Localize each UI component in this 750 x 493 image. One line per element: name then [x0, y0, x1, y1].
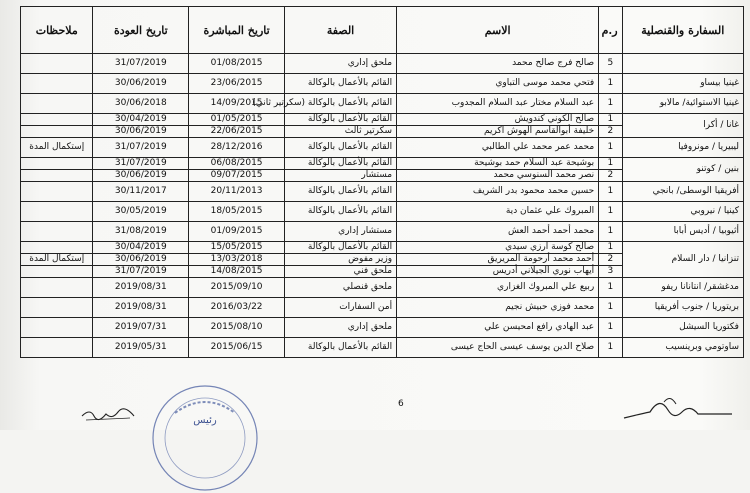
start-date-cell: 23/06/2015: [189, 74, 285, 94]
start-date-cell: 01/08/2015: [189, 54, 285, 74]
name-cell: صالح فرج صالح محمد: [397, 54, 599, 74]
notes-cell: [21, 94, 93, 114]
row-number-cell: 1: [599, 222, 622, 242]
row-number-cell: 1: [599, 318, 622, 338]
row-number-cell: 1: [599, 278, 622, 298]
role-cell: أمن السفارات: [284, 298, 396, 318]
table-row: [21, 182, 744, 202]
start-date-cell: 01/09/2015: [189, 222, 285, 242]
row-number-cell: 1: [599, 158, 622, 170]
return-date-cell: 30/06/2019: [93, 74, 189, 94]
row-number-cell: 1: [599, 182, 622, 202]
header-role: الصفة: [284, 7, 396, 54]
notes-cell: إستكمال المدة: [21, 254, 93, 266]
return-date-cell: 31/07/2019: [93, 138, 189, 158]
name-cell: محمد فوزي حبيش نجيم: [397, 298, 599, 318]
start-date-cell: 14/08/2015: [189, 266, 285, 278]
start-date-cell: 22/06/2015: [189, 126, 285, 138]
role-cell: ملحق إداري: [284, 54, 396, 74]
country-cell: ليبيريا / مونروفيا: [622, 138, 743, 158]
return-date-cell: 2019/08/31: [93, 298, 189, 318]
notes-cell: [21, 158, 93, 170]
table-row: [21, 54, 744, 74]
name-cell: محمد أحمد أحمد العش: [397, 222, 599, 242]
country-cell: [622, 54, 743, 74]
role-cell: القائم بالأعمال بالوكالة (سكرتير ثاني): [284, 94, 396, 114]
notes-cell: [21, 182, 93, 202]
table-row: [21, 138, 744, 158]
role-cell: القائم بالأعمال بالوكالة: [284, 182, 396, 202]
table-row: [21, 114, 744, 126]
name-cell: أحمد محمد أرحومة المريريق: [397, 254, 599, 266]
role-cell: سكرتير ثالث: [284, 126, 396, 138]
start-date-cell: 13/03/2018: [189, 254, 285, 266]
notes-cell: [21, 298, 93, 318]
country-cell: غينيا الاستوائية/ مالابو: [622, 94, 743, 114]
name-cell: محمد عمر محمد علي الطالبي: [397, 138, 599, 158]
header-country: السفارة والقنصلية: [622, 7, 743, 54]
role-cell: ملحق فني: [284, 266, 396, 278]
role-cell: القائم بالأعمال بالوكالة: [284, 202, 396, 222]
table-body: [21, 54, 744, 358]
return-date-cell: 30/06/2019: [93, 126, 189, 138]
row-number-cell: 1: [599, 94, 622, 114]
role-cell: القائم بالأعمال بالوكالة: [284, 74, 396, 94]
table-row: [21, 74, 744, 94]
role-cell: مستشار: [284, 170, 396, 182]
table-row: [21, 298, 744, 318]
row-number-cell: 1: [599, 74, 622, 94]
country-cell: مدغشقر/ انتانانا ريفو: [622, 278, 743, 298]
country-cell: أثيوبيا / أديس أبابا: [622, 222, 743, 242]
role-cell: ملحق قنصلي: [284, 278, 396, 298]
notes-cell: [21, 170, 93, 182]
name-cell: فتحي محمد موسى التباوي: [397, 74, 599, 94]
role-cell: القائم بالأعمال بالوكالة: [284, 158, 396, 170]
return-date-cell: 30/06/2019: [93, 254, 189, 266]
start-date-cell: 01/05/2015: [189, 114, 285, 126]
header-notes: ملاحظات: [21, 7, 93, 54]
table-row: [21, 94, 744, 114]
role-cell: ملحق إداري: [284, 318, 396, 338]
notes-cell: [21, 222, 93, 242]
name-cell: صلاح الدين يوسف عيسى الحاج عيسى: [397, 338, 599, 358]
page-number: 6: [398, 399, 404, 409]
start-date-cell: 2015/09/10: [189, 278, 285, 298]
name-cell: صالح كوسة ارزي سيدي: [397, 242, 599, 254]
country-cell: كينيا / نيروبي: [622, 202, 743, 222]
header-num: ر.م: [599, 7, 622, 54]
return-date-cell: 31/07/2019: [93, 266, 189, 278]
role-cell: القائم بالأعمال بالوكالة: [284, 338, 396, 358]
return-date-cell: 31/07/2019: [93, 54, 189, 74]
role-cell: وزير مفوض: [284, 254, 396, 266]
start-date-cell: 2015/06/15: [189, 338, 285, 358]
table-row: [21, 318, 744, 338]
name-cell: خليفة أبوالقاسم الهوش اكريم: [397, 126, 599, 138]
role-cell: مستشار إداري: [284, 222, 396, 242]
notes-cell: [21, 202, 93, 222]
return-date-cell: 2019/08/31: [93, 278, 189, 298]
role-cell: القائم بالأعمال بالوكالة: [284, 114, 396, 126]
return-date-cell: 31/08/2019: [93, 222, 189, 242]
name-cell: أيهاب نوري الجيلاني أدريس: [397, 266, 599, 278]
notes-cell: [21, 126, 93, 138]
table-row: [21, 158, 744, 170]
country-cell: فكتوريا السيشل: [622, 318, 743, 338]
start-date-cell: 15/05/2015: [189, 242, 285, 254]
row-number-cell: 5: [599, 54, 622, 74]
country-cell: أفريقيا الوسطى/ بانجي: [622, 182, 743, 202]
header-return: تاريخ العودة: [93, 7, 189, 54]
notes-cell: إستكمال المدة: [21, 138, 93, 158]
role-cell: القائم بالأعمال بالوكالة: [284, 242, 396, 254]
start-date-cell: 14/09/2015: [189, 94, 285, 114]
return-date-cell: 30/05/2019: [93, 202, 189, 222]
row-number-cell: 2: [599, 170, 622, 182]
role-cell: القائم بالأعمال بالوكالة: [284, 138, 396, 158]
notes-cell: [21, 338, 93, 358]
row-number-cell: 1: [599, 202, 622, 222]
start-date-cell: 18/05/2015: [189, 202, 285, 222]
return-date-cell: 30/11/2017: [93, 182, 189, 202]
table-row: [21, 278, 744, 298]
notes-cell: [21, 74, 93, 94]
notes-cell: [21, 114, 93, 126]
return-date-cell: 2019/05/31: [93, 338, 189, 358]
start-date-cell: 28/12/2016: [189, 138, 285, 158]
header-name: الاسم: [397, 7, 599, 54]
stamp-text: رئيس: [193, 415, 217, 426]
notes-cell: [21, 278, 93, 298]
start-date-cell: 09/07/2015: [189, 170, 285, 182]
signature-left: [80, 402, 140, 426]
row-number-cell: 2: [599, 254, 622, 266]
notes-cell: [21, 54, 93, 74]
notes-cell: [21, 242, 93, 254]
return-date-cell: 30/06/2018: [93, 94, 189, 114]
row-number-cell: 1: [599, 338, 622, 358]
country-cell: غينيا بيساو: [622, 74, 743, 94]
table-row: [21, 202, 744, 222]
signature-right: [620, 392, 740, 428]
header-row: [21, 7, 744, 54]
country-cell: بنين / كوتنو: [622, 158, 743, 182]
start-date-cell: 20/11/2013: [189, 182, 285, 202]
name-cell: بوشيحة عبد السلام حمد بوشيحة: [397, 158, 599, 170]
notes-cell: [21, 318, 93, 338]
return-date-cell: 2019/07/31: [93, 318, 189, 338]
row-number-cell: 1: [599, 114, 622, 126]
name-cell: حسين محمد محمود بدر الشريف: [397, 182, 599, 202]
start-date-cell: 2015/08/10: [189, 318, 285, 338]
name-cell: نصر محمد السنوسي محمد: [397, 170, 599, 182]
name-cell: صالح الكوني كندويش: [397, 114, 599, 126]
row-number-cell: 2: [599, 126, 622, 138]
name-cell: عبد السلام مختار عبد السلام المجدوب: [397, 94, 599, 114]
start-date-cell: 2016/03/22: [189, 298, 285, 318]
name-cell: المبروك علي عثمان دية: [397, 202, 599, 222]
staff-table: [20, 6, 744, 358]
row-number-cell: 1: [599, 298, 622, 318]
return-date-cell: 31/07/2019: [93, 158, 189, 170]
country-cell: غانا / أكرا: [622, 114, 743, 138]
row-number-cell: 1: [599, 242, 622, 254]
row-number-cell: 3: [599, 266, 622, 278]
table-row: [21, 222, 744, 242]
return-date-cell: 30/06/2019: [93, 170, 189, 182]
row-number-cell: 1: [599, 138, 622, 158]
table-row: [21, 242, 744, 254]
header-start: تاريخ المباشرة: [189, 7, 285, 54]
return-date-cell: 30/04/2019: [93, 242, 189, 254]
country-cell: بريتوريا / جنوب أفريقيا: [622, 298, 743, 318]
name-cell: ربيع علي المبروك الغزاري: [397, 278, 599, 298]
notes-cell: [21, 266, 93, 278]
name-cell: عبد الهادي رافع امحيسن علي: [397, 318, 599, 338]
country-cell: تنزانيا / دار السلام: [622, 242, 743, 278]
start-date-cell: 06/08/2015: [189, 158, 285, 170]
official-seal-stamp: [150, 383, 260, 493]
table-row: [21, 338, 744, 358]
return-date-cell: 30/04/2019: [93, 114, 189, 126]
country-cell: ساوتومي وبرينسيب: [622, 338, 743, 358]
